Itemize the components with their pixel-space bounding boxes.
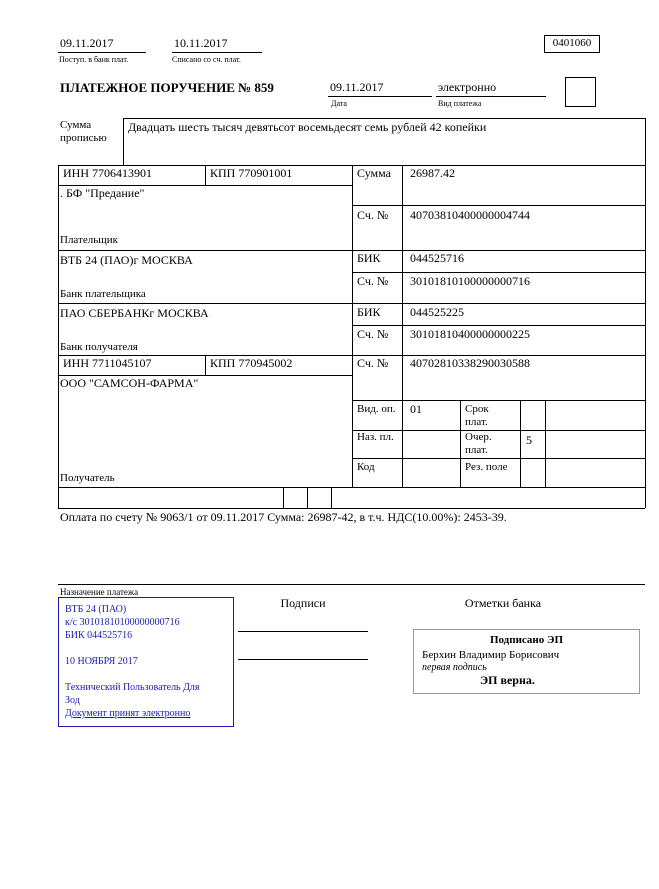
grid-line xyxy=(58,487,645,488)
payee-kpp: КПП 770945002 xyxy=(210,356,293,370)
purpose-divider xyxy=(58,584,645,585)
term-caption: Срок плат. xyxy=(465,403,489,428)
grid-line xyxy=(205,355,206,375)
payer-bank-bik-caption: БИК xyxy=(357,251,381,265)
grid-line xyxy=(58,508,645,509)
header-date-underline xyxy=(328,96,432,97)
grid-line xyxy=(205,165,206,185)
payee-bank-name: ПАО СБЕРБАНКг МОСКВА xyxy=(60,306,209,320)
purpose-code-caption: Наз. пл. xyxy=(357,431,394,443)
page-title: ПЛАТЕЖНОЕ ПОРУЧЕНИЕ № 859 xyxy=(60,80,274,95)
amount-words-text: Двадцать шесть тысяч девятьсот восемьдесят семь рублей 42 копейки xyxy=(128,120,487,134)
esign-stamp-box xyxy=(413,629,640,694)
payee-bank-bik-value: 044525225 xyxy=(410,305,464,319)
purpose-caption: Назначение платежа xyxy=(60,587,139,597)
grid-line xyxy=(352,325,645,326)
payer-bank-caption: Банк плательщика xyxy=(60,288,146,300)
op-kind-caption: Вид. оп. xyxy=(357,403,396,415)
payer-account-caption: Сч. № xyxy=(357,208,389,222)
received-date-value: 09.11.2017 xyxy=(60,36,114,50)
grid-line xyxy=(352,272,645,273)
bank-stamp-line-5: Технический Пользователь Для xyxy=(65,682,200,693)
grid-line xyxy=(402,165,403,487)
received-date-caption: Поступ. в банк плат. xyxy=(59,55,129,64)
amount-value: 26987.42 xyxy=(410,166,455,180)
form-code: 0401060 xyxy=(552,37,592,49)
bank-stamp-line-3: БИК 044525716 xyxy=(65,630,133,641)
grid-line xyxy=(520,400,521,487)
esign-signature-kind: первая подпись xyxy=(422,662,487,673)
payment-kind-value: электронно xyxy=(438,80,497,94)
payment-type-box xyxy=(565,77,596,107)
grid-line xyxy=(331,487,332,508)
reserve-caption: Рез. поле xyxy=(465,461,508,473)
grid-line xyxy=(545,400,546,487)
payment-kind-underline xyxy=(436,96,546,97)
payee-inn: ИНН 7711045107 xyxy=(63,356,152,370)
bank-stamp-box xyxy=(58,597,234,727)
payer-bank-account-caption: Сч. № xyxy=(357,274,389,288)
grid-line xyxy=(352,205,645,206)
priority-caption: Очер. плат. xyxy=(465,431,492,456)
grid-line xyxy=(352,165,353,487)
grid-line xyxy=(460,400,461,487)
grid-line xyxy=(58,165,59,508)
header-date-value: 09.11.2017 xyxy=(330,80,384,94)
payee-bank-account-caption: Сч. № xyxy=(357,327,389,341)
grid-line xyxy=(352,400,645,401)
payee-account-caption: Сч. № xyxy=(357,356,389,370)
signatures-caption: Подписи xyxy=(280,596,326,610)
esign-title: Подписано ЭП xyxy=(489,634,564,646)
grid-line xyxy=(352,458,645,459)
bank-stamp-line-7: Документ принят электронно xyxy=(65,708,191,719)
payee-bank-bik-caption: БИК xyxy=(357,305,381,319)
payee-bank-account-value: 30101810400000000225 xyxy=(410,327,530,341)
debited-date-underline xyxy=(172,52,262,53)
debited-date-value: 10.11.2017 xyxy=(174,36,228,50)
received-date-underline xyxy=(58,52,146,53)
payee-bank-caption: Банк получателя xyxy=(60,341,138,353)
bank-marks-caption: Отметки банка xyxy=(464,596,542,610)
form-code-box xyxy=(544,35,600,53)
signature-line-1 xyxy=(238,631,368,632)
payer-account-value: 40703810400000004744 xyxy=(410,208,530,222)
payer-inn: ИНН 7706413901 xyxy=(63,166,152,180)
amount-words-caption: Сумма прописью xyxy=(60,119,107,144)
header-date-caption: Дата xyxy=(331,99,347,108)
grid-line xyxy=(307,487,308,508)
priority-value: 5 xyxy=(526,433,532,447)
debited-date-caption: Списано со сч. плат. xyxy=(172,55,241,64)
payer-name: . БФ "Предание" xyxy=(60,186,145,200)
payer-kpp: КПП 770901001 xyxy=(210,166,293,180)
grid-line xyxy=(123,118,124,165)
payer-bank-bik-value: 044525716 xyxy=(410,251,464,265)
op-kind-value: 01 xyxy=(410,402,422,416)
esign-signer: Берхин Владимир Борисович xyxy=(422,649,560,661)
signature-line-2 xyxy=(238,659,368,660)
payer-caption: Плательщик xyxy=(60,234,118,246)
grid-line xyxy=(283,487,284,508)
bank-stamp-line-6: Зод xyxy=(65,695,80,706)
purpose-text: Оплата по счету № 9063/1 от 09.11.2017 Сумма: 26987-42, в т.ч. НДС(10.00%): 2453-39. xyxy=(60,510,507,524)
grid-line xyxy=(123,118,645,119)
payment-kind-caption: Вид платежа xyxy=(438,99,482,108)
payee-account-value: 40702810338290030588 xyxy=(410,356,530,370)
payer-bank-name: ВТБ 24 (ПАО)г МОСКВА xyxy=(60,253,193,267)
code-caption: Код xyxy=(357,461,375,473)
payee-name: ООО "САМСОН-ФАРМА" xyxy=(60,376,199,390)
payer-bank-account-value: 30101810100000000716 xyxy=(410,274,530,288)
payee-caption: Получатель xyxy=(60,472,115,484)
bank-stamp-line-1: ВТБ 24 (ПАО) xyxy=(65,604,127,615)
bank-stamp-line-4: 10 НОЯБРЯ 2017 xyxy=(65,656,138,667)
grid-line xyxy=(645,118,646,508)
bank-stamp-line-2: к/с 30101810100000000716 xyxy=(65,617,180,628)
amount-caption: Сумма xyxy=(357,166,391,180)
esign-valid: ЭП верна. xyxy=(480,673,535,687)
